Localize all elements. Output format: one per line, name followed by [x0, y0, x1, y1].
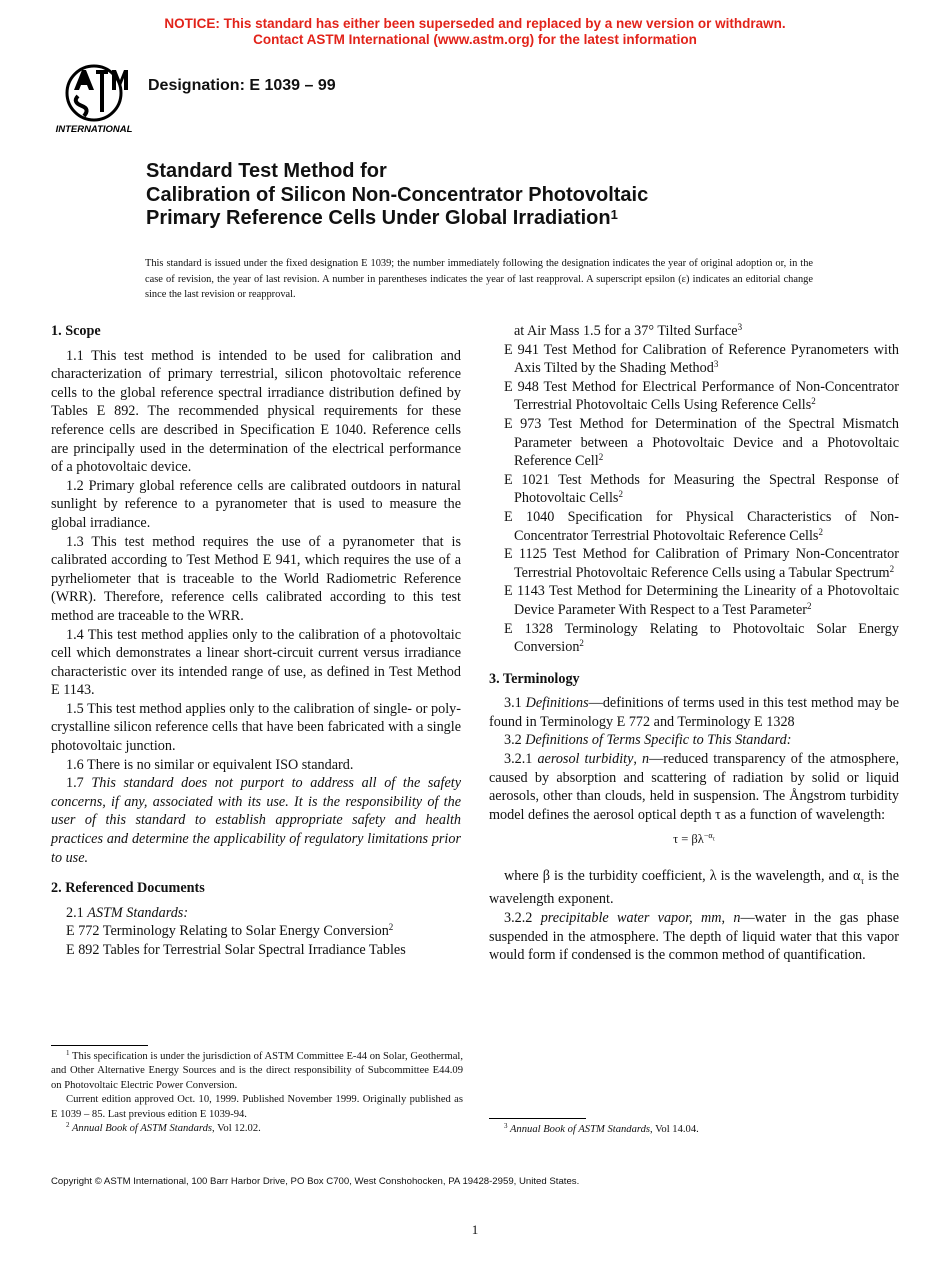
withdrawal-notice: [0, 16, 950, 48]
reference-e1040: E 1040 Specification for Physical Characteristics of Non-Concentrator Terrestrial Photovoltaic Reference Cells$^2$: [504, 508, 899, 544]
logo-text: INTERNATIONAL: [55, 124, 133, 135]
right-column: [489, 322, 899, 965]
paragraph-1-3: 1.3 This test method requires the use of a pyranometer that is calibrated according to Test Method E 941, which requires the use of a pyrheliometer that is traceable to the World Radiometric Reference (WRR). Therefore, reference cells calibrated according to this test method are traceable to the WRR.: [51, 533, 461, 624]
paragraph-1-4: 1.4 This test method applies only to the calibration of a photovoltaic cell which demonstrates a linear short-circuit current versus irradiance characteristic over its intended range of use, as defined in Test Method E 1143.: [51, 626, 461, 699]
reference-e772: E 772 Terminology Relating to Solar Energy Conversion$^2$: [66, 922, 394, 940]
notice-line-2: Contact ASTM International (www.astm.org) for the latest information: [253, 32, 697, 47]
reference-e948: E 948 Test Method for Electrical Performance of Non-Concentrator Terrestrial Photovoltaic Cells Using Reference Cells$^2$: [504, 378, 899, 414]
left-column: [51, 322, 461, 960]
reference-e892-continued: at Air Mass 1.5 for a 37° Tilted Surface$^3$: [514, 322, 743, 339]
section-2-heading: 2. Referenced Documents: [51, 880, 205, 897]
title-line-2: Calibration of Silicon Non-Concentrator Photovoltaic: [146, 183, 649, 206]
document-title: [146, 160, 906, 231]
designation: Designation: E 1039 – 99: [148, 77, 336, 94]
footnote-rule-left: [51, 1045, 148, 1046]
copyright-line: Copyright © ASTM International, 100 Barr Harbor Drive, PO Box C700, West Conshohocken, PA 19428-2959, United States.: [51, 1176, 580, 1187]
section-1-heading: 1. Scope: [51, 323, 101, 339]
footnote-3: $^3$ Annual Book of ASTM Standards, Vol 14.04.: [504, 1122, 699, 1135]
paragraph-1-1: 1.1 This test method is intended to be used for calibration and characterization of primary terrestrial, silicon photovoltaic reference cells to the global reference spectral irradiance distribution defined by Tables E 892. The recommended physical requirements for these reference cells are described in Specification E 1040. Reference cells are principally used in the determination of the electrical performance of a photovoltaic device.: [51, 347, 461, 476]
notice-line-1: NOTICE: This standard has either been superseded and replaced by a new version or withdrawn.: [164, 16, 786, 31]
astm-logo-icon: [52, 60, 136, 136]
footnote-rule-right: [489, 1118, 586, 1119]
paragraph-1-6: 1.6 There is no similar or equivalent ISO standard.: [66, 756, 354, 773]
footnote-2: $^2$ Annual Book of ASTM Standards, Vol 12.02.: [66, 1121, 261, 1135]
title-line-3: Primary Reference Cells Under Global Irradiation$^1$: [146, 207, 618, 229]
paragraph-3-1: 3.1 Definitions—definitions of terms used in this test method may be found in Terminology E 772 and Terminology E 1328: [489, 695, 900, 730]
paragraph-2-1: 2.1 ASTM Standards:: [66, 904, 189, 921]
left-footnotes: [51, 1045, 463, 1136]
reference-e892: E 892 Tables for Terrestrial Solar Spectral Irradiance Tables: [66, 942, 406, 958]
paragraph-1-2: 1.2 Primary global reference cells are calibrated outdoors in natural sunlight by reference to a pyranometer that is used to measure the global irradiance.: [51, 477, 461, 531]
equation-definitions: where β is the turbidity coefficient, λ is the wavelength, and $\alpha_\tau$ is the wavelength exponent.: [489, 868, 900, 908]
footnote-1-edition: Current edition approved Oct. 10, 1999. Published November 1999. Originally published as E 1039 – 85. Last previous edition E 1039-94.: [51, 1094, 463, 1120]
title-footnote-mark: 1: [610, 207, 618, 222]
reference-e941: E 941 Test Method for Calibration of Reference Pyranometers with Axis Tilted by the Shading Method$^3$: [504, 341, 899, 377]
paragraph-3-2: 3.2 Definitions of Terms Specific to This Standard:: [504, 732, 792, 749]
footnote-1: $^1$ This specification is under the jurisdiction of ASTM Committee E-44 on Solar, Geothermal, and Other Alternative Energy Sources and is the direct responsibility of Subcommittee E44.09 on Photovoltaic Electric Power Conversion.: [51, 1049, 463, 1091]
reference-e1125: E 1125 Test Method for Calibration of Primary Non-Concentrator Terrestrial Photovoltaic Reference Cells using a Tabular Spectrum$^2$: [504, 546, 899, 581]
paragraph-1-7: 1.7 This standard does not purport to address all of the safety concerns, if any, associated with its use. It is the responsibility of the user of this standard to establish appropriate safety and health practices and determine the applicability of regulatory limitations prior to use.: [51, 775, 461, 866]
reference-e1021: E 1021 Test Methods for Measuring the Spectral Response of Photovoltaic Cells$^2$: [504, 471, 899, 507]
title-line-1: Standard Test Method for: [146, 160, 387, 182]
page-number: 1: [471, 1222, 479, 1237]
issuance-note: This standard is issued under the fixed designation E 1039; the number immediately following the designation indicates the year of original adoption or, in the case of revision, the year of last revision. A number in parentheses indicates the year of last reapproval. A superscript epsilon (ε) indicates an editorial change since the last revision or reapproval.: [145, 258, 813, 300]
reference-e1143: E 1143 Test Method for Determining the Linearity of a Photovoltaic Device Parameter With Respect to a Test Parameter$^2$: [504, 583, 899, 618]
section-3-heading: 3. Terminology: [489, 670, 580, 687]
paragraph-1-5: 1.5 This test method applies only to the calibration of single- or poly-crystalline silicon reference cells that have been fabricated with a single photovoltaic junction.: [51, 700, 461, 755]
paragraph-3-2-2: 3.2.2 precipitable water vapor, mm, n—water in the gas phase suspended in the atmosphere. The depth of liquid water that this vapor would form if condensed is the common method of quantification.: [489, 910, 899, 964]
right-footnotes: [489, 1118, 899, 1137]
paragraph-3-2-1: 3.2.1 aerosol turbidity, n—reduced transparency of the atmosphere, caused by absorption and scattering of radiation by solid or liquid aerosols, other than clouds, held in suspension. The Ångstrom turbidity model defines the aerosol optical depth τ as a function of wavelength:: [489, 751, 900, 823]
reference-e973: E 973 Test Method for Determination of the Spectral Mismatch Parameter between a Photovoltaic Device and a Photovoltaic Reference Cell$^2$: [504, 415, 899, 470]
turbidity-equation: $\tau = \beta\lambda^{-\alpha_\tau}$: [673, 831, 715, 847]
reference-e1328: E 1328 Terminology Relating to Photovoltaic Solar Energy Conversion$^2$: [504, 620, 899, 656]
